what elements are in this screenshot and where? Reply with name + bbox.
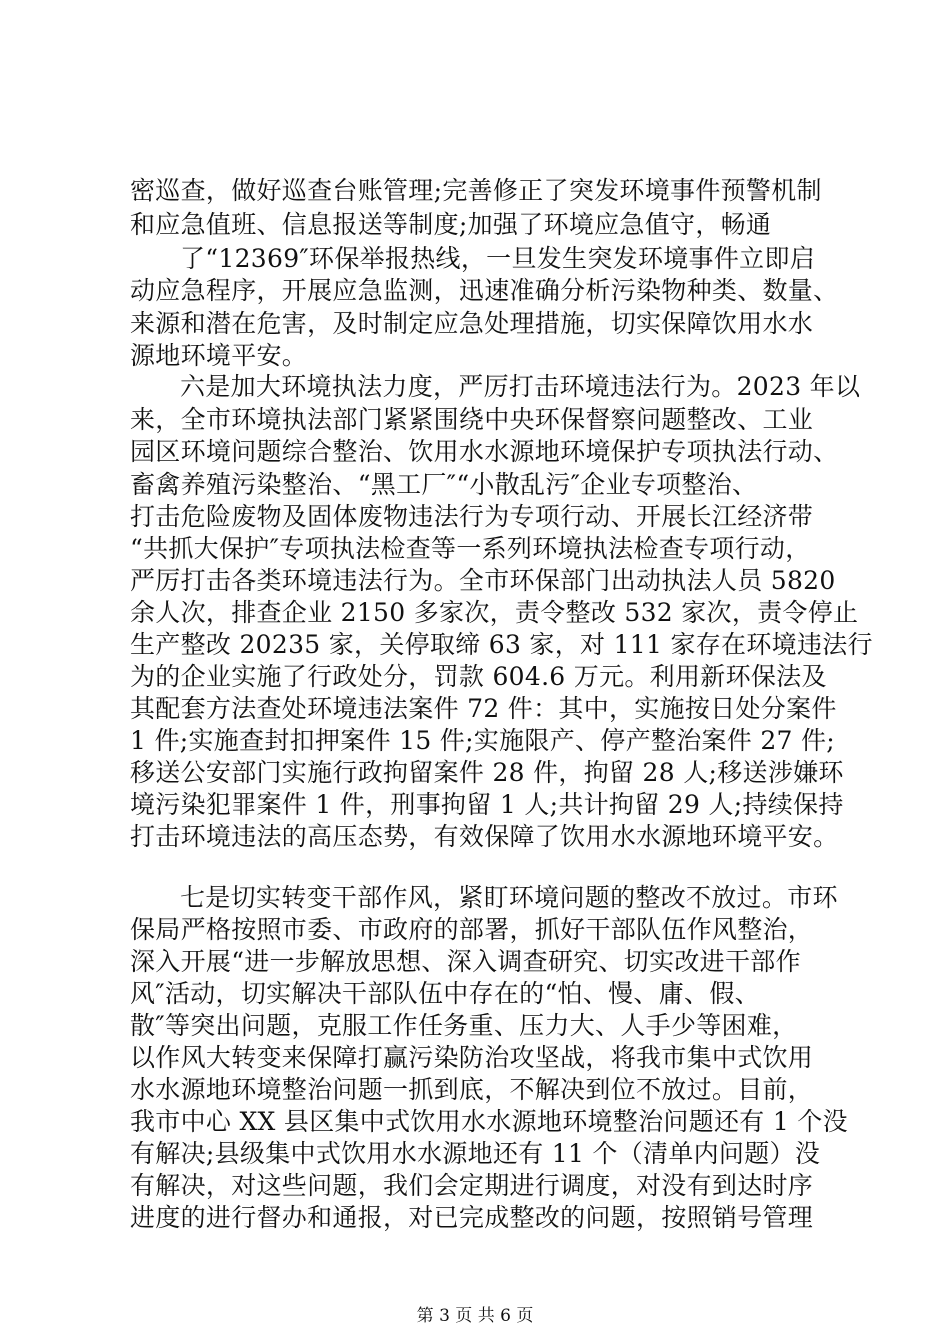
text-line: 有解决，对这些问题，我们会定期进行调度，对没有到达时序 [130, 1171, 814, 1200]
text-line: 深入开展“进一步解放思想、深入调查研究、切实改进干部作 [130, 947, 801, 976]
text-line: 有解决;县级集中式饮用水水源地还有 11 个（清单内问题）没 [130, 1139, 821, 1168]
text-line: 了“12369″环保举报热线，一旦发生突发环境事件立即启 [180, 244, 816, 273]
text-line: 严厉打击各类环境违法行为。全市环保部门出动执法人员 5820 [130, 566, 836, 595]
text-line: 1 件;实施查封扣押案件 15 件;实施限产、停产整治案件 27 件; [130, 726, 836, 755]
text-line: 移送公安部门实施行政拘留案件 28 件，拘留 28 人;移送涉嫌环 [130, 758, 844, 787]
text-line: 打击危险废物及固体废物违法行为专项行动、开展长江经济带 [130, 502, 814, 531]
text-line: 进度的进行督办和通报，对已完成整改的问题，按照销号管理 [130, 1203, 814, 1232]
text-line: 源地环境平安。 [130, 341, 308, 370]
text-line: 风″活动，切实解决干部队伍中存在的“怕、慢、庸、假、 [130, 979, 760, 1008]
text-line: 动应急程序，开展应急监测，迅速准确分析污染物种类、数量、 [130, 276, 839, 305]
text-line: 来，全市环境执法部门紧紧围绕中央环保督察问题整改、工业 [130, 405, 814, 434]
text-line: 以作风大转变来保障打赢污染防治攻坚战，将我市集中式饮用 [130, 1043, 814, 1072]
text-line: 和应急值班、信息报送等制度;加强了环境应急值守，畅通 [130, 210, 772, 239]
text-line: 我市中心 XX 县区集中式饮用水水源地环境整治问题还有 1 个没 [130, 1107, 848, 1136]
text-line: 园区环境问题综合整治、饮用水水源地环境保护专项执法行动、 [130, 437, 839, 466]
text-line: 来源和潜在危害，及时制定应急处理措施，切实保障饮用水水 [130, 309, 814, 338]
text-line: 生产整改 20235 家，关停取缔 63 家，对 111 家存在环境违法行 [130, 630, 873, 659]
page-number-footer: 第 3 页 共 6 页 [416, 1306, 534, 1326]
text-line: 境污染犯罪案件 1 件，刑事拘留 1 人;共计拘留 29 人;持续保持 [130, 790, 844, 819]
text-line: 为的企业实施了行政处分，罚款 604.6 万元。利用新环保法及 [130, 662, 827, 691]
text-line: 畜禽养殖污染整治、“黑工厂″“小散乱污″企业专项整治、 [130, 470, 758, 499]
text-line: 水水源地环境整治问题一抓到底，不解决到位不放过。目前， [130, 1075, 814, 1104]
text-line: 七是切实转变干部作风，紧盯环境问题的整改不放过。市环 [180, 883, 838, 912]
text-line: “共抓大保护″专项执法检查等一系列环境执法检查专项行动， [130, 534, 811, 563]
text-line: 六是加大环境执法力度，严厉打击环境违法行为。2023 年以 [180, 372, 861, 401]
text-line: 打击环境违法的高压态势，有效保障了饮用水水源地环境平安。 [130, 822, 839, 851]
text-line: 散″等突出问题，克服工作任务重、压力大、人手少等困难， [130, 1011, 798, 1040]
text-line: 其配套方法查处环境违法案件 72 件：其中，实施按日处分案件 [130, 694, 837, 723]
text-line: 余人次，排查企业 2150 多家次，责令整改 532 家次，责令停止 [130, 598, 859, 627]
text-line: 保局严格按照市委、市政府的部署，抓好干部队伍作风整治， [130, 915, 814, 944]
text-line: 密巡查，做好巡查台账管理;完善修正了突发环境事件预警机制 [130, 176, 822, 205]
